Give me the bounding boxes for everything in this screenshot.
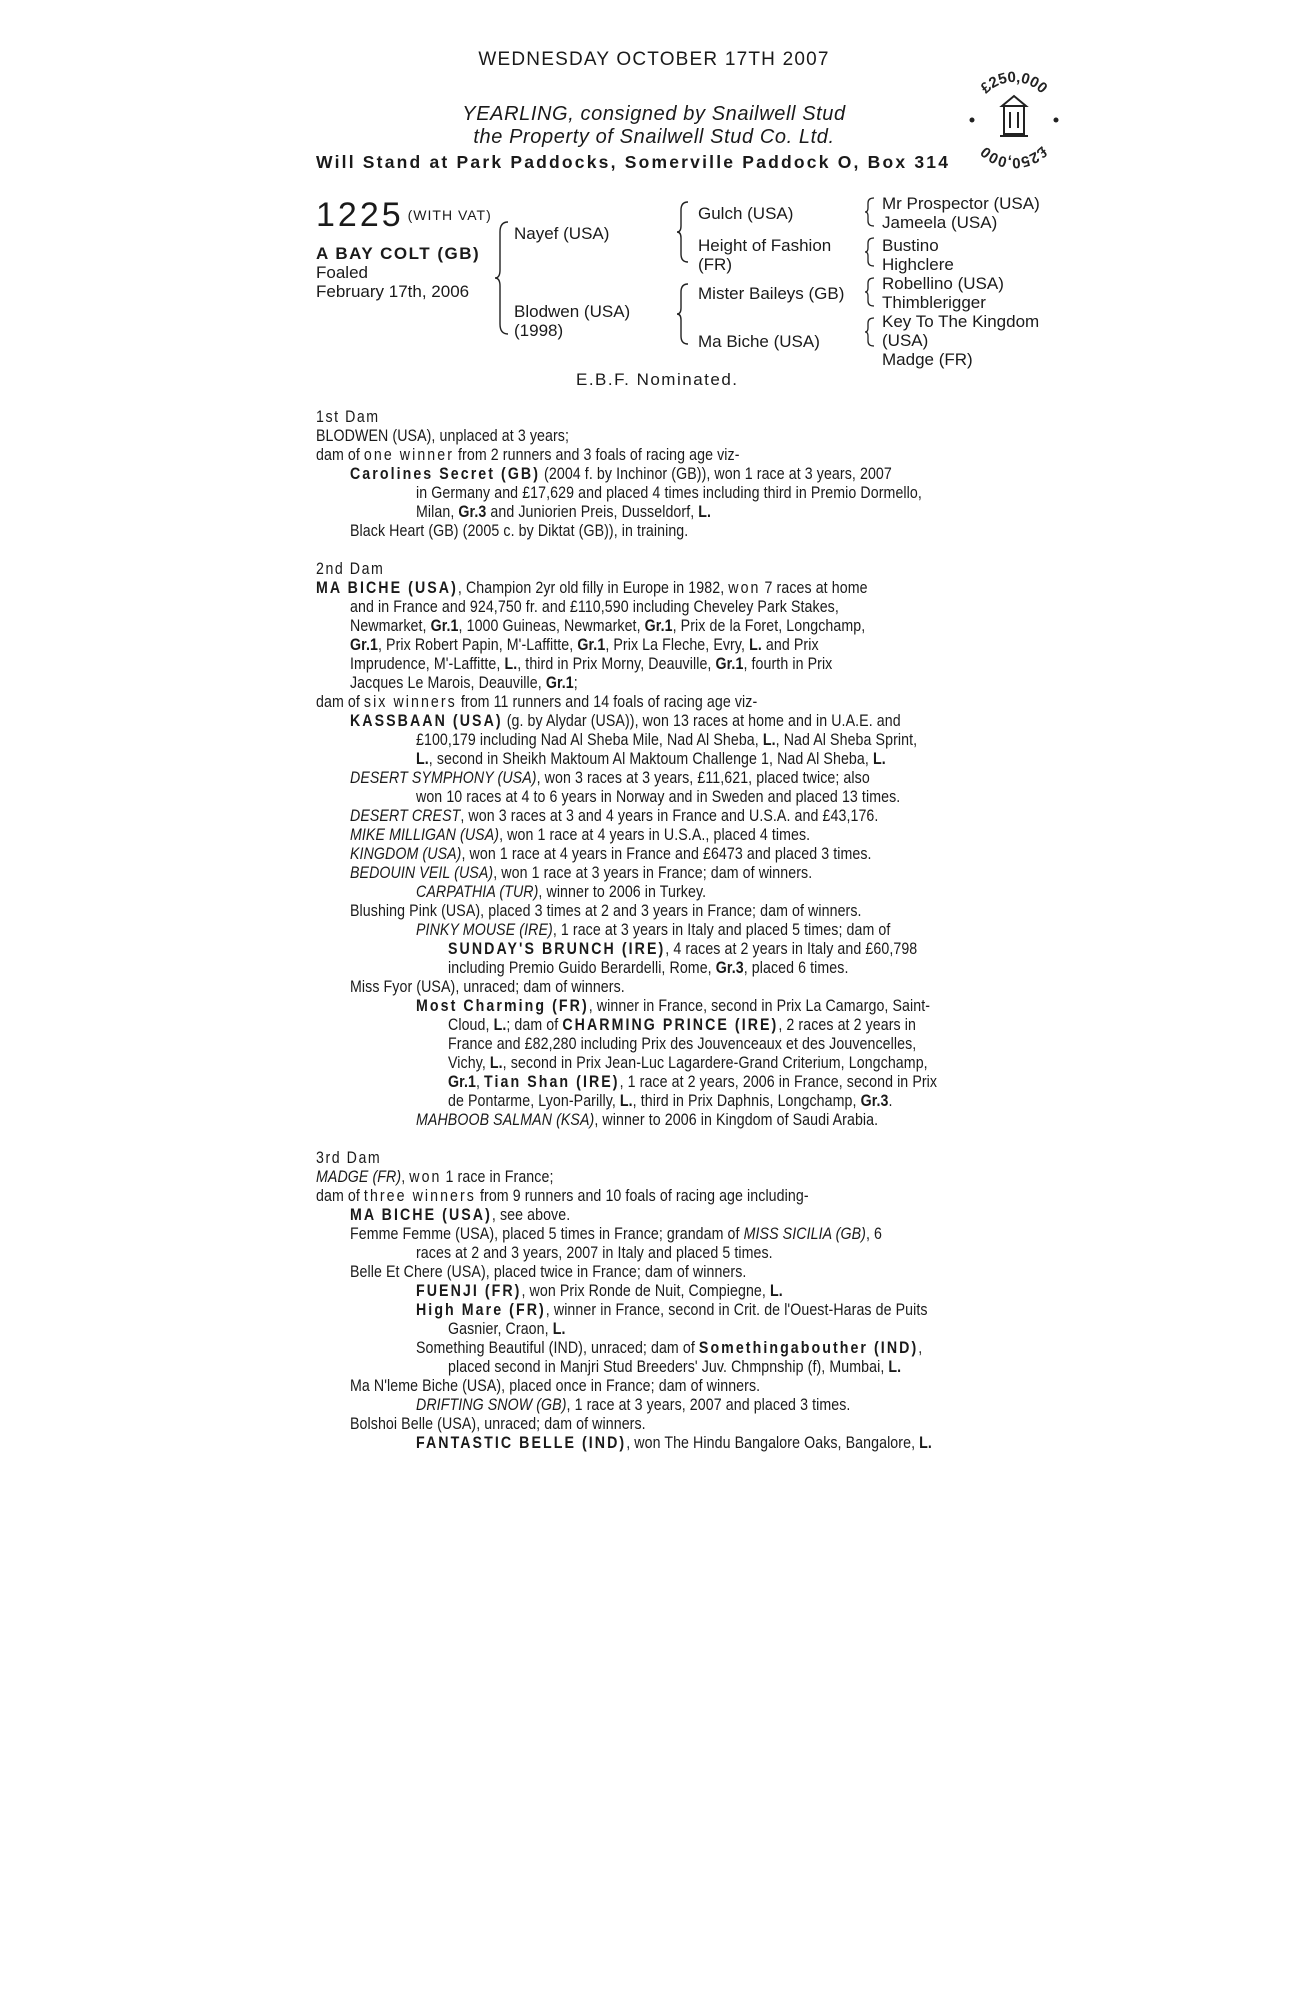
- text-run: , Nad Al Sheba Sprint,: [775, 731, 918, 749]
- pedigree-sds: Bustino: [882, 236, 939, 255]
- third-dam-produce-summary: [316, 1187, 1142, 1206]
- horse-name: A BAY COLT (GB): [316, 244, 481, 263]
- pedigree-sire-dam-origin: (FR): [698, 255, 732, 274]
- text-run: , won 1 race at 4 years in France and £6473 and placed 3 times.: [461, 845, 872, 863]
- produce-entry-cont: won 10 races at 4 to 6 years in Norway and in Sweden and placed 13 times.: [416, 788, 901, 806]
- text-run: Gr.1: [350, 636, 378, 654]
- pedigree-dds: [882, 312, 1039, 350]
- pedigree-brace: [864, 276, 876, 308]
- text-run: ; dam of: [506, 1016, 563, 1034]
- text-run: MISS SICILIA (GB): [743, 1225, 866, 1243]
- text-run: Milan,: [416, 503, 459, 521]
- text-run: Jacques Le Marois, Deauville,: [350, 674, 546, 692]
- text-run: , 1 race at 3 years, 2007 and placed 3 times.: [566, 1396, 851, 1414]
- text-run: KASSBAAN (USA): [350, 712, 503, 730]
- text-run: won: [728, 579, 761, 597]
- produce-entry-cont: races at 2 and 3 years, 2007 in Italy and placed 5 times.: [416, 1244, 773, 1262]
- text-run: , won 1 race at 4 years in U.S.A., placed 4 times.: [499, 826, 811, 844]
- text-run: , 4 races at 2 years in Italy and £60,798: [665, 940, 918, 958]
- text-run: L.: [919, 1434, 932, 1452]
- produce-entry-grand: [416, 883, 1156, 902]
- pedigree-brace: [864, 236, 876, 268]
- text-run: L.: [872, 750, 886, 768]
- text-run: Vichy,: [448, 1054, 490, 1072]
- text-run: 1st Dam: [316, 408, 380, 426]
- text-run: ,: [918, 1339, 923, 1357]
- foaled-label: Foaled: [316, 263, 368, 282]
- text-run: Gr.1: [545, 674, 574, 692]
- text-run: , Prix Robert Papin, M'-Laffitte,: [377, 636, 578, 654]
- text-run: dam of: [316, 446, 364, 464]
- text-run: placed second in Manjri Stud Breeders' Juv. Chmpnship (f), Mumbai,: [448, 1358, 889, 1376]
- produce-entry-cont: in Germany and £17,629 and placed 4 times including third in Premio Dormello,: [416, 484, 922, 502]
- text-run: Femme Femme (USA), placed 5 times in France; grandam of: [350, 1225, 744, 1243]
- second-dam-line-cont: [350, 617, 1146, 636]
- third-dam-line: [316, 1168, 1142, 1187]
- text-run: , second in Prix Jean-Luc Lagardere-Grand Criterium, Longchamp,: [502, 1054, 928, 1072]
- text-run: , won Prix Ronde de Nuit, Compiegne,: [521, 1282, 770, 1300]
- pedigree-sdd: Highclere: [882, 255, 954, 274]
- produce-entry-grand-cont: [448, 1054, 1160, 1073]
- produce-entry-great: [448, 940, 1160, 959]
- pedigree-dss: Robellino (USA): [882, 274, 1004, 293]
- produce-entry-grand: [416, 1396, 1156, 1415]
- text-run: FANTASTIC BELLE (IND): [416, 1434, 627, 1452]
- text-run: Gr.1: [430, 617, 459, 635]
- text-run: , second in Sheikh Maktoum Al Maktoum Challenge 1, Nad Al Sheba,: [428, 750, 873, 768]
- dam-lines: [316, 408, 1276, 1453]
- produce-entry: [350, 807, 1146, 826]
- svg-text:£250,000: [977, 143, 1050, 171]
- produce-entry-grand: [416, 1282, 1156, 1301]
- text-run: , 2 races at 2 years in: [778, 1016, 916, 1034]
- text-run: L.: [619, 1092, 633, 1110]
- text-run: , 6: [865, 1225, 883, 1243]
- pedigree-brace: [864, 196, 876, 228]
- text-run: , won 3 races at 3 years, £11,621, placed twice; also: [536, 769, 870, 787]
- second-dam-line-cont: [350, 655, 1146, 674]
- text-run: , Prix La Fleche, Evry,: [605, 636, 750, 654]
- text-run: CARPATHIA (TUR): [416, 883, 539, 901]
- produce-entry-cont: [416, 503, 1156, 522]
- pedigree-sire-dam-name: Height of Fashion: [698, 236, 832, 255]
- text-run: MADGE (FR): [316, 1168, 402, 1186]
- property-line: the Property of Snailwell Stud Co. Ltd.: [473, 126, 835, 148]
- reserve-seal-icon: [962, 68, 1066, 172]
- text-run: DESERT CREST: [350, 807, 461, 825]
- text-run: one winner: [363, 446, 455, 464]
- produce-entry: [350, 712, 1146, 731]
- pedigree-sss: Mr Prospector (USA): [882, 194, 1040, 213]
- produce-entry: [350, 465, 1146, 484]
- text-run: dam of: [316, 693, 364, 711]
- seal-text-top: £250,000: [977, 68, 1051, 98]
- text-run: 3rd Dam: [316, 1149, 382, 1167]
- ebf-note: E.B.F. Nominated.: [576, 370, 739, 389]
- text-run: MIKE MILLIGAN (USA): [350, 826, 500, 844]
- text-run: KINGDOM (USA): [350, 845, 462, 863]
- pedigree-sire-sire: Gulch (USA): [698, 204, 794, 223]
- second-dam-produce-summary: [316, 693, 1142, 712]
- text-run: , 1 race at 2 years, 2006 in France, second in Prix: [619, 1073, 938, 1091]
- produce-entry: Bolshoi Belle (USA), unraced; dam of winners.: [350, 1415, 646, 1433]
- produce-entry: [350, 845, 1146, 864]
- text-run: , won The Hindu Bangalore Oaks, Bangalore,: [626, 1434, 920, 1452]
- text-run: ,: [475, 1073, 485, 1091]
- produce-entry: [350, 826, 1146, 845]
- text-run: six winners: [363, 693, 457, 711]
- produce-entry-cont: [416, 750, 1156, 769]
- text-run: from 2 runners and 3 foals of racing age viz-: [454, 446, 740, 464]
- first-dam-produce-summary: [316, 446, 1142, 465]
- text-run: dam of: [316, 1187, 364, 1205]
- text-run: including Premio Guido Berardelli, Rome,: [448, 959, 716, 977]
- text-run: High Mare (FR): [416, 1301, 546, 1319]
- pedigree-brace: [494, 220, 510, 336]
- text-run: SUNDAY'S BRUNCH (IRE): [448, 940, 666, 958]
- produce-entry-grand: [416, 997, 1156, 1016]
- text-run: Newmarket,: [350, 617, 431, 635]
- produce-entry-grand: [416, 1434, 1156, 1453]
- pedigree-dam: [514, 302, 630, 340]
- consignment-info: [0, 103, 1308, 149]
- first-dam-title: [316, 408, 1142, 427]
- text-run: , winner to 2006 in Kingdom of Saudi Arabia.: [594, 1111, 879, 1129]
- text-run: de Pontarme, Lyon-Parilly,: [448, 1092, 620, 1110]
- produce-entry: [350, 1225, 1146, 1244]
- text-run: , 1 race at 3 years in Italy and placed 5 times; dam of: [552, 921, 891, 939]
- text-run: from 11 runners and 14 foals of racing age viz-: [456, 693, 758, 711]
- third-dam-title: [316, 1149, 1142, 1168]
- produce-entry-grand-cont: [448, 1016, 1160, 1035]
- text-run: Gasnier, Craon,: [448, 1320, 553, 1338]
- text-run: , 1000 Guineas, Newmarket,: [458, 617, 645, 635]
- text-run: won: [409, 1168, 442, 1186]
- pedigree-sire: Nayef (USA): [514, 224, 610, 243]
- text-run: MA BICHE (USA): [350, 1206, 492, 1224]
- produce-entry-grand: [416, 1339, 1156, 1358]
- produce-entry: [350, 864, 1146, 883]
- produce-entry: [350, 769, 1146, 788]
- text-run: L.: [416, 750, 429, 768]
- first-dam-line: BLODWEN (USA), unplaced at 3 years;: [316, 427, 570, 445]
- text-run: Gr.1: [448, 1073, 476, 1091]
- lot-number-value: 1225: [316, 196, 404, 234]
- produce-entry: Miss Fyor (USA), unraced; dam of winners.: [350, 978, 625, 996]
- text-run: Somethingabouther (IND): [698, 1339, 919, 1357]
- text-run: L.: [552, 1320, 566, 1338]
- pedigree-dam-name: Blodwen (USA): [514, 302, 631, 321]
- produce-entry: Blushing Pink (USA), placed 3 times at 2 and 3 years in France; dam of winners.: [350, 902, 862, 920]
- text-run: L.: [504, 655, 518, 673]
- text-run: Gr.1: [715, 655, 744, 673]
- lot-number: [316, 196, 492, 235]
- text-run: PINKY MOUSE (IRE): [416, 921, 553, 939]
- consignor-line: YEARLING, consigned by Snailwell Stud: [462, 103, 846, 125]
- text-run: ,: [401, 1168, 410, 1186]
- text-run: DRIFTING SNOW (GB): [416, 1396, 567, 1414]
- text-run: Carolines Secret (GB): [350, 465, 541, 483]
- text-run: BEDOUIN VEIL (USA): [350, 864, 494, 882]
- text-run: and Prix: [761, 636, 819, 654]
- text-run: L.: [769, 1282, 783, 1300]
- text-run: , third in Prix Daphnis, Longchamp,: [632, 1092, 861, 1110]
- text-run: Imprudence, M'-Laffitte,: [350, 655, 505, 673]
- text-run: L.: [489, 1054, 503, 1072]
- text-run: Gr.1: [644, 617, 673, 635]
- text-run: MA BICHE (USA): [316, 579, 458, 597]
- text-run: Gr.3: [715, 959, 744, 977]
- pedigree-dam-sire: Mister Baileys (GB): [698, 284, 845, 303]
- produce-entry: Ma N'leme Biche (USA), placed once in France; dam of winners.: [350, 1377, 761, 1395]
- pedigree-dam-dam: Ma Biche (USA): [698, 332, 820, 351]
- lot-description: [316, 244, 480, 301]
- text-run: , see above.: [491, 1206, 571, 1224]
- second-dam-line-cont: and in France and 924,750 fr. and £110,590 including Cheveley Park Stakes,: [350, 598, 839, 616]
- produce-entry-grand-cont: [448, 1073, 1160, 1092]
- produce-entry-grand: [416, 921, 1156, 940]
- text-run: ;: [573, 674, 578, 692]
- text-run: three winners: [363, 1187, 476, 1205]
- produce-entry-great-cont: [448, 959, 1160, 978]
- text-run: CHARMING PRINCE (IRE): [562, 1016, 779, 1034]
- text-run: , won 3 races at 3 and 4 years in France and U.S.A. and £43,176.: [460, 807, 879, 825]
- text-run: , Champion 2yr old filly in Europe in 1982,: [457, 579, 729, 597]
- pedigree-dds-name: Key To The Kingdom: [882, 312, 1040, 331]
- pedigree-dds-origin: (USA): [882, 331, 929, 350]
- produce-entry-grand: [416, 1301, 1156, 1320]
- text-run: Gr.3: [860, 1092, 889, 1110]
- text-run: from 9 runners and 10 foals of racing age including-: [475, 1187, 809, 1205]
- text-run: £100,179 including Nad Al Sheba Mile, Nad Al Sheba,: [416, 731, 763, 749]
- pedigree-brace: [676, 200, 690, 264]
- produce-entry: Belle Et Chere (USA), placed twice in France; dam of winners.: [350, 1263, 747, 1281]
- svg-text:£250,000: [977, 69, 1050, 97]
- stand-location: Will Stand at Park Paddocks, Somerville Paddock O, Box 314: [316, 152, 951, 172]
- vat-note: (WITH VAT): [407, 207, 492, 223]
- text-run: L.: [698, 503, 712, 521]
- text-run: .: [888, 1092, 893, 1110]
- text-run: , third in Prix Morny, Deauville,: [517, 655, 716, 673]
- second-dam-line: [316, 579, 1142, 598]
- text-run: Gr.3: [458, 503, 487, 521]
- foaled-date: February 17th, 2006: [316, 282, 470, 301]
- text-run: , won 1 race at 3 years in France; dam of winners.: [493, 864, 813, 882]
- text-run: , Prix de la Foret, Longchamp,: [672, 617, 866, 635]
- produce-entry-grand-cont: [448, 1358, 1160, 1377]
- text-run: L.: [749, 636, 762, 654]
- produce-entry-cont: [416, 731, 1156, 750]
- text-run: DESERT SYMPHONY (USA): [350, 769, 537, 787]
- second-dam-line-cont: [350, 674, 1146, 693]
- produce-entry-grand-cont: France and £82,280 including Prix des Jouvenceaux et des Jouvencelles,: [448, 1035, 917, 1053]
- text-run: , winner to 2006 in Turkey.: [538, 883, 707, 901]
- text-run: MAHBOOB SALMAN (KSA): [416, 1111, 595, 1129]
- text-run: L.: [888, 1358, 902, 1376]
- produce-entry-grand-cont: [448, 1320, 1160, 1339]
- text-run: , placed 6 times.: [743, 959, 849, 977]
- seal-text-bottom: £250,000: [977, 142, 1051, 172]
- text-run: (2004 f. by Inchinor (GB)), won 1 race at 3 years, 2007: [540, 465, 892, 483]
- text-run: Something Beautiful (IND), unraced; dam of: [416, 1339, 699, 1357]
- produce-entry: Black Heart (GB) (2005 c. by Diktat (GB)), in training.: [350, 522, 689, 540]
- text-run: 2nd Dam: [316, 560, 385, 578]
- pedigree-ssd: Jameela (USA): [882, 213, 998, 232]
- text-run: FUENJI (FR): [416, 1282, 522, 1300]
- pedigree-dsd: Thimblerigger: [882, 293, 986, 312]
- text-run: 7 races at home: [760, 579, 868, 597]
- text-run: Cloud,: [448, 1016, 494, 1034]
- pedigree-ddd: Madge (FR): [882, 350, 973, 369]
- text-run: Most Charming (FR): [416, 997, 589, 1015]
- produce-entry: [350, 1206, 1146, 1225]
- text-run: (g. by Alydar (USA)), won 13 races at home and in U.A.E. and: [502, 712, 901, 730]
- second-dam-line-cont: [350, 636, 1146, 655]
- pedigree-dam-year: (1998): [514, 321, 564, 340]
- text-run: Gr.1: [577, 636, 606, 654]
- pedigree-brace: [864, 316, 876, 348]
- text-run: L.: [762, 731, 776, 749]
- text-run: and Juniorien Preis, Dusseldorf,: [486, 503, 699, 521]
- second-dam-title: [316, 560, 1142, 579]
- sale-date: WEDNESDAY OCTOBER 17TH 2007: [478, 49, 830, 70]
- text-run: 1 race in France;: [441, 1168, 554, 1186]
- text-run: , winner in France, second in Prix La Camargo, Saint-: [588, 997, 931, 1015]
- text-run: Tian Shan (IRE): [484, 1073, 620, 1091]
- text-run: , winner in France, second in Crit. de l'Ouest-Haras de Puits: [545, 1301, 928, 1319]
- pedigree-brace: [676, 282, 690, 346]
- produce-entry-grand-cont: [448, 1092, 1160, 1111]
- pedigree-sire-dam: [698, 236, 831, 274]
- text-run: L.: [493, 1016, 507, 1034]
- text-run: , fourth in Prix: [743, 655, 833, 673]
- produce-entry-grand: [416, 1111, 1156, 1130]
